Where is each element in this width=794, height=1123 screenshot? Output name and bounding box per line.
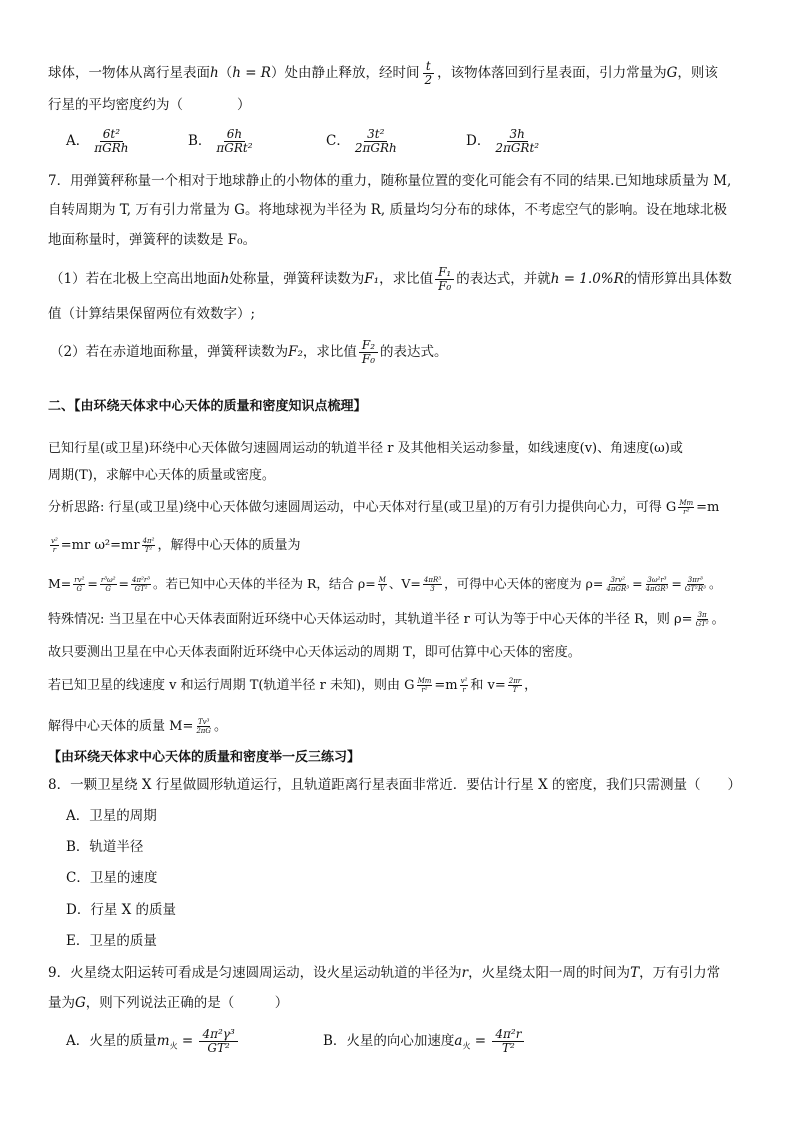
- q8-option-a: A．卫星的周期: [66, 808, 157, 824]
- section-para2-line2: $\frac{\text{v²}}{r}$ =mr ω²=mr $\frac{\text{4π²}}{\text{T²}}$ ，解得中心天体的质量为: [51, 537, 301, 554]
- section-para5: 解得中心天体的质量 M= $\frac{\text{Tv³}}{2\pi G}$ 。: [48, 718, 228, 735]
- q7-part1-line2: 值（计算结果保留两位有效数字）;: [48, 306, 256, 322]
- q6-line2: 行星的平均密度约为（ ）: [48, 97, 251, 113]
- section-heading: 二、【由环绕天体求中心天体的质量和密度知识点梳理】: [48, 399, 367, 414]
- q9-option-a: A．火星的质量$m_火$ = $\frac{\text{4π²γ³}}{\text{GT²}}$: [66, 1028, 240, 1057]
- q7-part1: （1）若在北极上空高出地面h处称量，弹簧秤读数为F₁，求比值 $\frac{\text{F₁}}{\text{F₀}}$ 的表达式，并就h = 1.0%R的情形算出具体数: [50, 265, 732, 293]
- q6-option-c: C． $\frac{\text{3t²}}{\text{2πGRh}}$: [326, 127, 397, 155]
- q7-part2: （2）若在赤道地面称量，弹簧秤读数为F₂，求比值 $\frac{\text{F₂}}{\text{F₀}}$ 的表达式。: [50, 338, 448, 366]
- section-para1-line2: 周期(T)，求解中心天体的质量或密度。: [48, 468, 275, 483]
- q7-line3: 地面称量时，弹簧秤的读数是 F₀。: [48, 232, 257, 248]
- q8-option-b: B．轨道半径: [66, 839, 144, 855]
- q7-line2: 自转周期为 T, 万有引力常量为 G。将地球视为半径为 R, 质量均匀分布的球体，不考虑空气的影响。设在地球北极: [48, 202, 728, 218]
- section-para2-line3: M= $\frac{\text{rv²}}{G}$ = $\frac{\text{r³ω²}}{G}$ = $\frac{\text{4π²r³}}{\text{GT²}}$ 。若已知中心天体的半径为 R，结合 ρ= $\frac{M}{V}$ 、V= $\frac{\text{4πR³}}{3}$ ，可得中心天体的密度为 ρ= $\frac{\text{3rv²}}{\text{4πGR³}}$ = $\frac{\text{3ω²r³}}{\text{4πGR³}}$ = $\frac{\text{3πr³}}{\text{GT²R³}}$ 。: [48, 576, 722, 593]
- q6-line1: 球体，一物体从离行星表面h（h = R）处由静止释放，经时间 $\frac{t}{2}$ ，该物体落回到行星表面，引力常量为G，则该: [48, 59, 718, 87]
- section-para3-line2: 故只要测出卫星在中心天体表面附近环绕中心天体运动的周期 T，即可估算中心天体的密度。: [48, 645, 581, 660]
- q8-option-c: C．卫星的速度: [66, 870, 158, 886]
- q8-option-e: E．卫星的质量: [66, 933, 157, 949]
- q6-option-a: A． $\frac{\text{6t²}}{\text{πGRh}}$: [66, 127, 129, 155]
- q8-option-d: D．行星 X 的质量: [66, 902, 177, 918]
- section-para2-line1: 分析思路: 行星(或卫星)绕中心天体做匀速圆周运动，中心天体对行星(或卫星)的万有引力提供向心力，可得 G $\frac{Mm}{\text{r²}}$ =m: [48, 499, 720, 516]
- q9-line2: 量为G，则下列说法正确的是（ ）: [48, 995, 289, 1011]
- q6-option-d: D． $\frac{3h}{\text{2πGRt²}}$: [466, 127, 540, 155]
- q9-line1: 9．火星绕太阳运转可看成是匀速圆周运动，设火星运动轨道的半径为r，火星绕太阳一周的时间为T，万有引力常: [48, 965, 721, 981]
- section-para4: 若已知卫星的线速度 v 和运行周期 T(轨道半径 r 未知)，则由 G $\frac{Mm}{\text{r²}}$ =m $\frac{\text{v²}}{r}$ 和 v= $\frac{2\pi r}{T}$ ，: [48, 677, 538, 694]
- fraction-t-over-2: $\frac{t}{2}$: [424, 59, 433, 87]
- section-para3-line1: 特殊情况: 当卫星在中心天体表面附近环绕中心天体运动时，其轨道半径 r 可认为等于中心天体的半径 R，则 ρ= $\frac{3\pi}{\text{GT²}}$ 。: [48, 611, 725, 628]
- q8-stem: 8．一颗卫星绕 X 行星做圆形轨道运行，且轨道距离行星表面非常近．要估计行星 X 的密度，我们只需测量（ ）: [48, 777, 741, 793]
- section-para1-line1: 已知行星(或卫星)环绕中心天体做匀速圆周运动的轨道半径 r 及其他相关运动参量，如线速度(v)、角速度(ω)或: [48, 441, 683, 456]
- q6-option-b: B． $\frac{6h}{\text{πGRt²}}$: [188, 127, 253, 155]
- q9-option-b: B．火星的向心加速度$a_火$ = $\frac{\text{4π²r}}{\text{T²}}$: [323, 1028, 526, 1057]
- practice-heading: 【由环绕天体求中心天体的质量和密度举一反三练习】: [48, 750, 361, 765]
- q7-line1: 7．用弹簧秤称量一个相对于地球静止的小物体的重力，随称量位置的变化可能会有不同的结果.已知地球质量为 M,: [48, 173, 732, 189]
